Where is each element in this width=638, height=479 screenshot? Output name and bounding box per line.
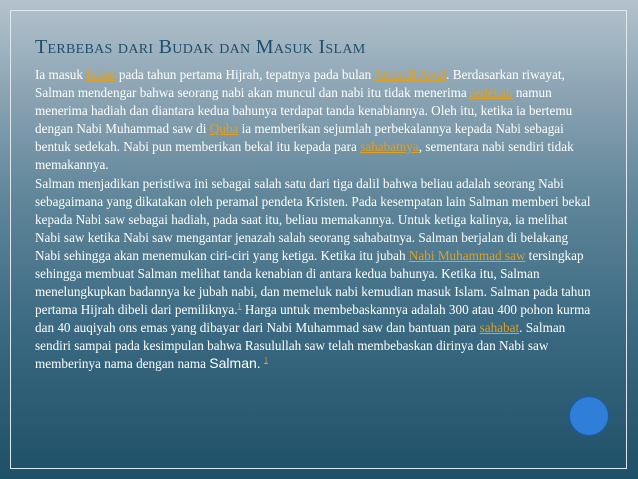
decorative-circle <box>569 396 609 436</box>
text: tersingkap sehingga membuat Salman melihat tanda kenabian di antara kedua bahunya. Ketika itu, Salman menelungkupkan badannya ke jubah nabi, dan memeluk nabi kemudian masuk Islam. Salman pada tahun pertama Hijrah dibeli dari pemiliknya. <box>35 248 591 317</box>
footnote-ref-2[interactable]: 1 <box>263 355 268 365</box>
link-sahabat[interactable]: sahabat <box>479 319 520 335</box>
text: . Salman sendiri sampai pada kesimpulan bahwa Rasulullah saw telah membebaskan dirinya dan Nabi saw memberinya nama dengan nama <box>35 319 566 371</box>
text: pada tahun pertama Hijrah, tepatnya pada bulan <box>115 67 375 82</box>
link-quba[interactable]: Quba <box>209 120 239 136</box>
slide-title: Terbebas dari Budak dan Masuk Islam <box>35 36 366 58</box>
text: Salman menjadikan peristiwa ini sebagai salah satu dari tiga dalil bahwa beliau adalah seorang Nabi sebagaimana yang dikatakan oleh peramal pendeta Kristen. Pada kesempatan lain Salman memberi bekal kepada Nabi saw sebagai hadiah, pada saat itu, beliau memakannya. Untuk ketiga kalinya, ia melihat Nabi saw ketika Nabi saw mengantar jenazah salah seorang sahabatnya. Salman berjalan di belakang Nabi sehingga akan menemukan ciri-ciri yang ketiga. Ketika itu jubah <box>35 176 591 264</box>
link-islam[interactable]: Islam <box>86 67 116 82</box>
link-sedekah[interactable]: sedekah <box>470 84 513 100</box>
text: ia memberikan sejumlah perbekalannya kepada Nabi sebagai bentuk sedekah. Nabi pun memberikan bekal itu kepada para <box>35 120 564 154</box>
link-jumadil-awal[interactable]: Jumadil Awal <box>374 67 447 82</box>
name-salman: Salman. <box>209 354 261 371</box>
footnote-ref-1[interactable]: 1 <box>237 301 242 311</box>
paragraph-2 <box>35 175 595 372</box>
slide-body <box>35 66 595 374</box>
paragraph-1 <box>35 66 595 173</box>
text: , sementara nabi sendiri tidak memakannya. <box>35 138 574 172</box>
text: . Berdasarkan riwayat, Salman mendengar bahwa seorang nabi akan muncul dan nabi itu tidak menerima <box>35 67 565 100</box>
link-nabi-muhammad-saw[interactable]: Nabi Muhammad saw <box>408 248 526 264</box>
text: Harga untuk membebaskannya adalah 300 atau 400 pohon kurma dan 40 auqiyah ons emas yang dibayar dari Nabi Muhammad saw dan bantuan para <box>35 301 591 335</box>
link-sahabatnya[interactable]: sahabatnya <box>360 138 419 154</box>
text: Ia masuk <box>35 67 87 82</box>
text: namun menerima hadiah dan diantara kedua bahunya terdapat tanda kenabiannya. Oleh itu, ketika ia bertemu dengan Nabi Muhammad saw di <box>35 84 573 136</box>
